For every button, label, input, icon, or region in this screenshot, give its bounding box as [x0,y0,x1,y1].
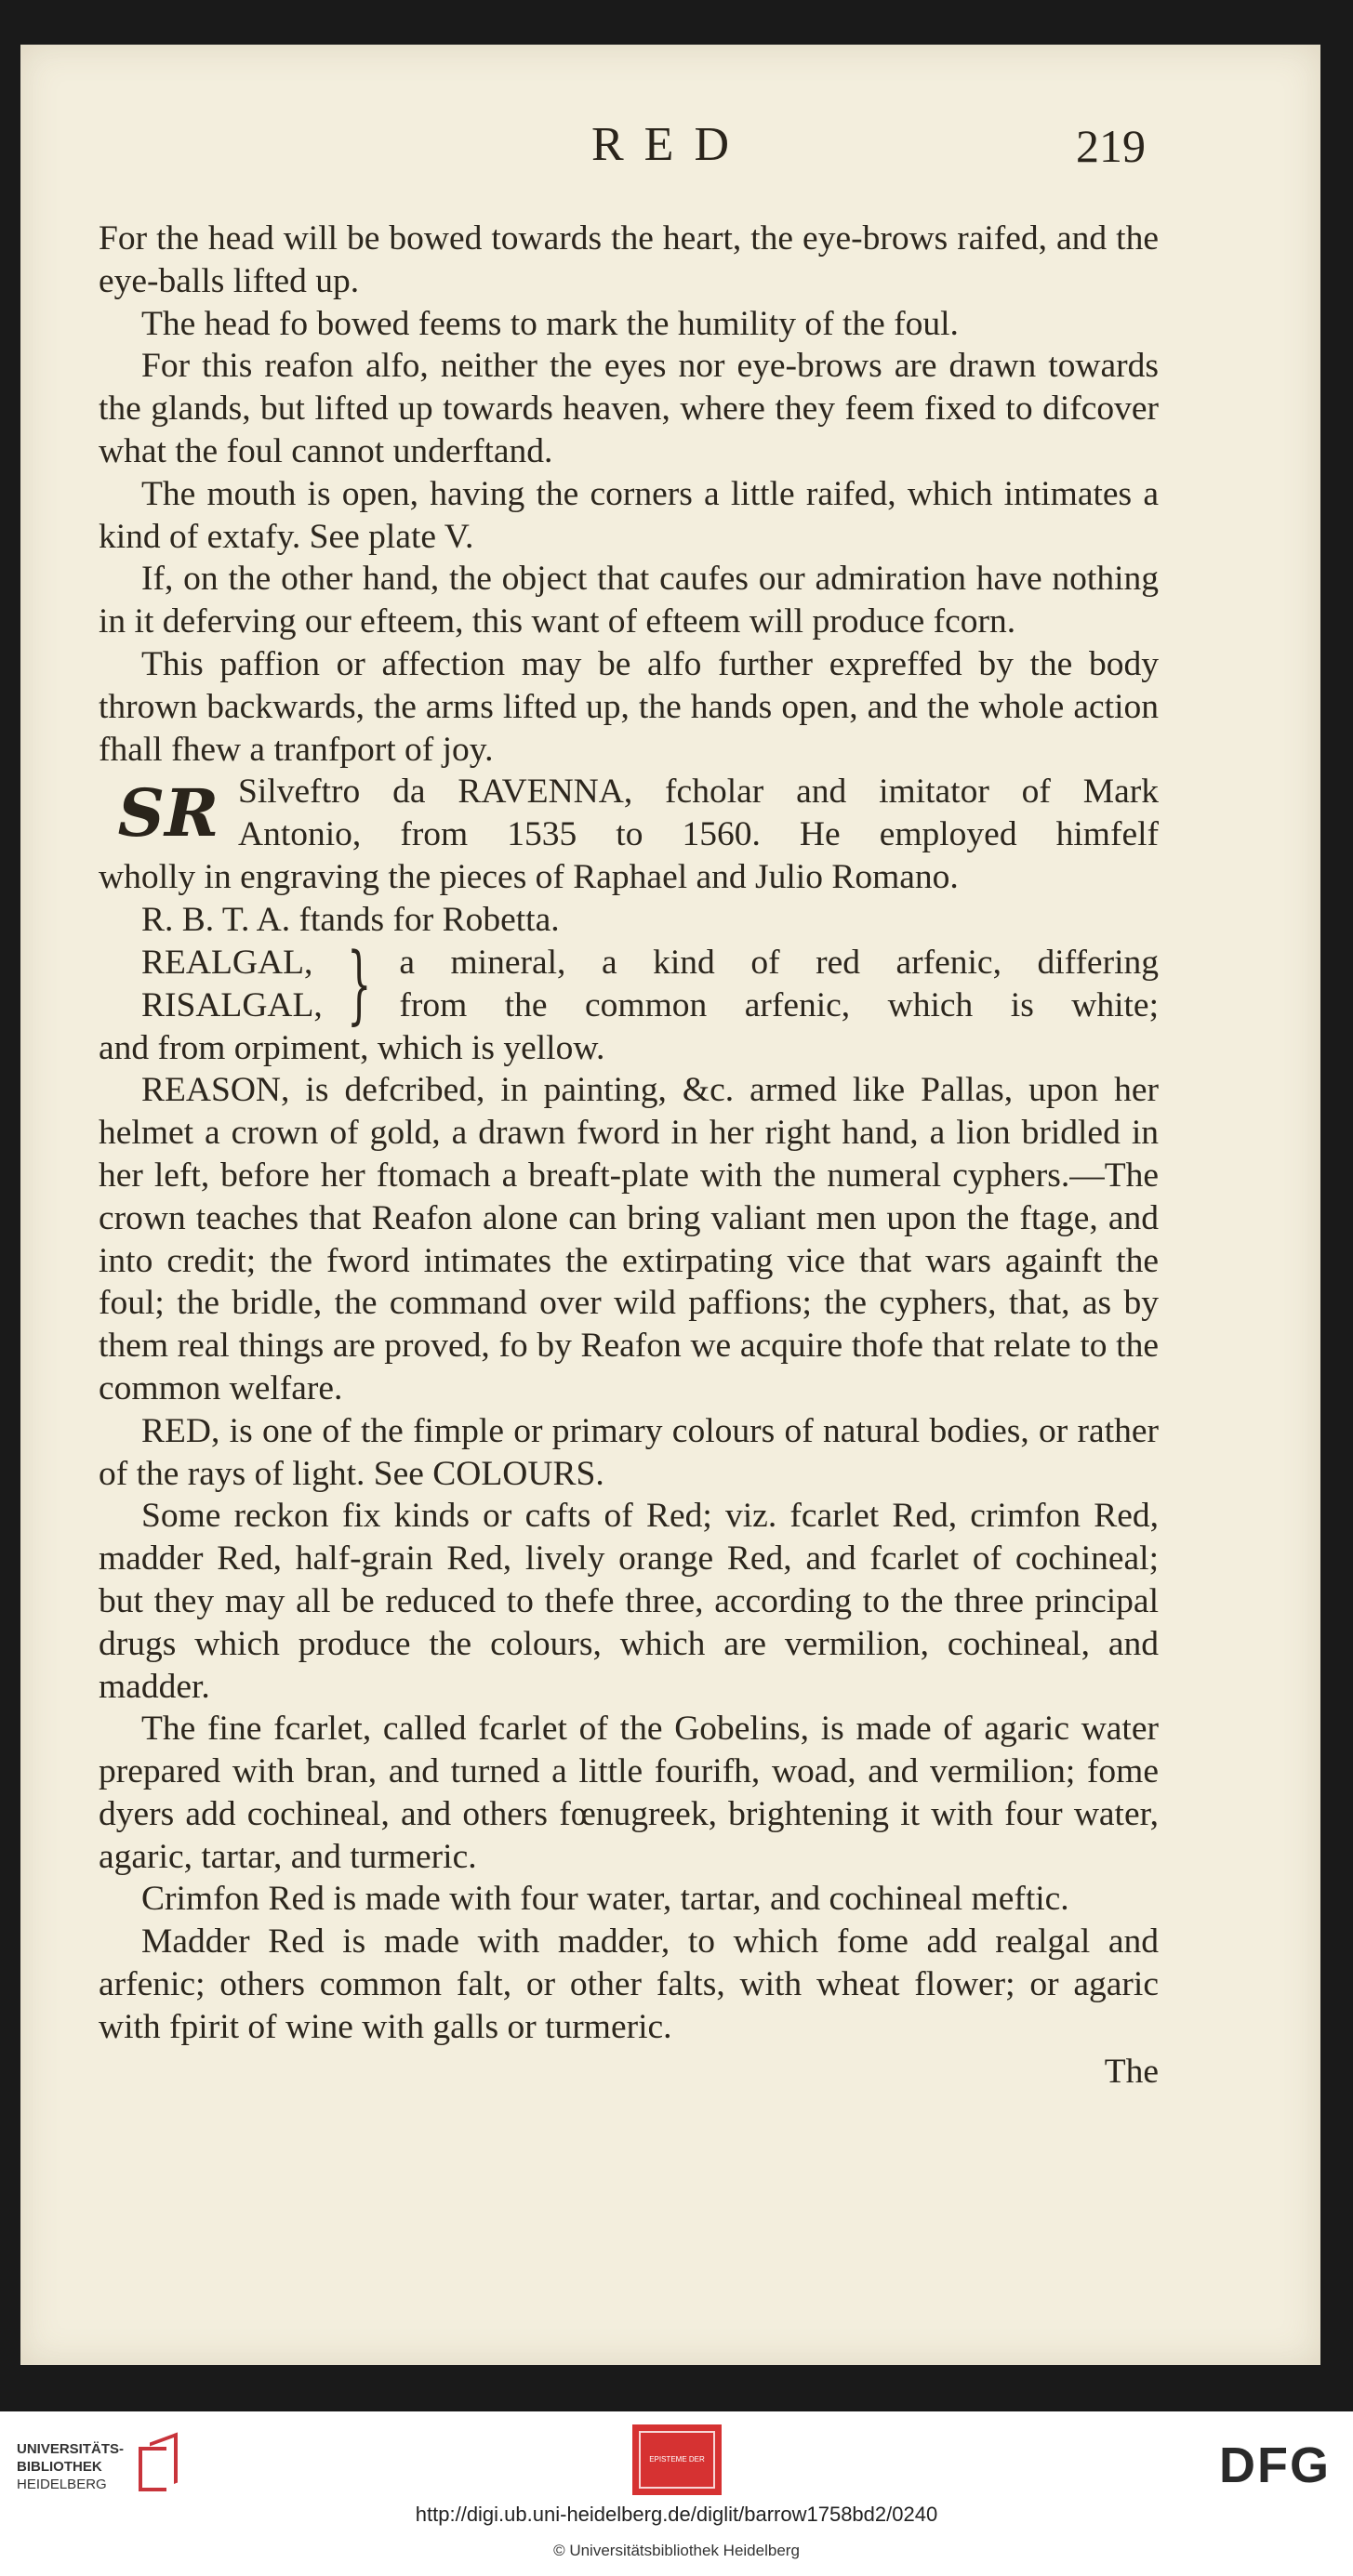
entry-silvestro-lines [238,771,1159,856]
headword-realgal: REALGAL, [141,943,313,982]
catchword: The [1104,2052,1159,2091]
brace-mark: } [346,933,372,1034]
entry-reason: REASON, is defcribed, in painting, &c. armed like Pallas, upon her helmet a crown of gold, a drawn fword in her right hand, a lion bridled in her left, before her ftomach a breaft-plate with the numeral cyphers.—The crown teaches that Reafon alone can bring valiant men upon the ftage, and into credit; the fword intimates the extirpating vice that wars againft the foul; the bridle, the command over wild paffions; the cyphers, that, as by them real things are proved, fo by Reafon we acquire thofe that relate to the common welfare. [99,1071,1159,1407]
digitization-footer [0,2411,1353,2576]
paragraph-eyes: For this reafon alfo, neither the eyes nor eye-brows are drawn towards the glands, but lifted up towards heaven, where they feem fixed to difcover what the foul cannot underftand. [99,347,1159,470]
entry-realgal-continued: and from orpiment, which is yellow. [99,1028,605,1067]
paragraph-crimson: Crimfon Red is made with four water, tartar, and cochineal meftic. [141,1880,1069,1919]
paragraph-fine-scarlet: The fine fcarlet, called fcarlet of the Gobelins, is made of agaric water prepared with bran, and turned a little fourifh, woad, and vermilion; fome dyers add cochineal, and others fœnugreek, brightening it with four water, agaric, tartar, and turmeric. [99,1710,1159,1876]
library-name-line-3: HEIDELBERG [17,2476,107,2492]
library-logo[interactable] [17,2434,193,2499]
library-name-line-1: UNIVERSITÄTS- [17,2440,125,2457]
page-header [20,117,1320,192]
entry-robetta: R. B. T. A. ftands for Robetta. [141,901,560,940]
paragraph-kinds-of-red: Some reckon fix kinds or cafts of Red; viz. fcarlet Red, crimfon Red, madder Red, half-grain Red, lively orange Red, and fcarlet of cochineal; but they may all be reduced to thefe three, according to the three principal drugs which produce the colours, which are vermilion, cochineal, and madder. [99,1497,1159,1706]
library-name [17,2440,124,2493]
entry-silvestro-continued: wholly in engraving the pieces of Raphael and Julio Romano. [99,858,959,897]
paragraph-mouth: The mouth is open, having the corners a little raifed, which intimates a kind of extafy. See plate V. [99,474,1159,556]
project-logo-text: EPISTEME DER [639,2431,715,2489]
realgal-definition-line-2: from the common arfenic, which is white; [399,985,1159,1024]
headword-risalgal: RISALGAL, [141,985,323,1024]
entry-silvestro-line-1: Silveftro da RAVENNA, fcholar and imitator of Mark [238,773,1159,812]
library-mark-icon [133,2434,181,2499]
project-logo[interactable] [632,2424,722,2495]
library-name-line-2: BIBLIOTHEK [17,2458,102,2475]
copyright-notice: © Universitätsbibliothek Heidelberg [553,2542,800,2559]
realgal-definition-line-1: a mineral, a kind of red arfenic, differing [399,943,1159,982]
entry-silvestro-line-2: Antonio, from 1535 to 1560. He employed himfelf [238,815,1159,854]
paragraph-head-bowed: For the head will be bowed towards the heart, the eye-brows raifed, and the eye-balls lifted up. [99,219,1159,300]
entry-red: RED, is one of the fimple or primary colours of natural bodies, or rather of the rays of light. See COLOURS. [99,1411,1159,1493]
book-page [20,45,1320,2365]
page-number: 219 [1076,120,1146,172]
entry-realgal [99,933,1159,1034]
running-head: RED [591,118,749,171]
realgal-definition [399,942,1159,1027]
dfg-logo[interactable]: DFG [1219,2437,1331,2493]
permalink-url[interactable]: http://digi.ub.uni-heidelberg.de/diglit/barrow1758bd2/0240 [415,2503,938,2526]
paragraph-scorn: If, on the other hand, the object that caufes our admiration have nothing in it deferving our efteem, this want of efteem will produce fcorn. [99,560,1159,641]
paragraph-madder: Madder Red is made with madder, to which fome add realgal and arfenic; others common falt, or other falts, with wheat flower; or agaric with fpirit of wine with galls or turmeric. [99,1922,1159,2046]
page-text [99,218,1159,2093]
paragraph-passion: This paffion or affection may be alfo further expreffed by the body thrown backwards, the arms lifted up, the hands open, and the whole action fhall fhew a tranfport of joy. [99,644,1159,769]
realgal-headwords [141,942,323,1027]
paragraph-humility: The head fo bowed feems to mark the humility of the foul. [141,304,959,343]
sr-monogram-mark: SR [117,774,219,852]
entry-silvestro [99,771,1159,856]
